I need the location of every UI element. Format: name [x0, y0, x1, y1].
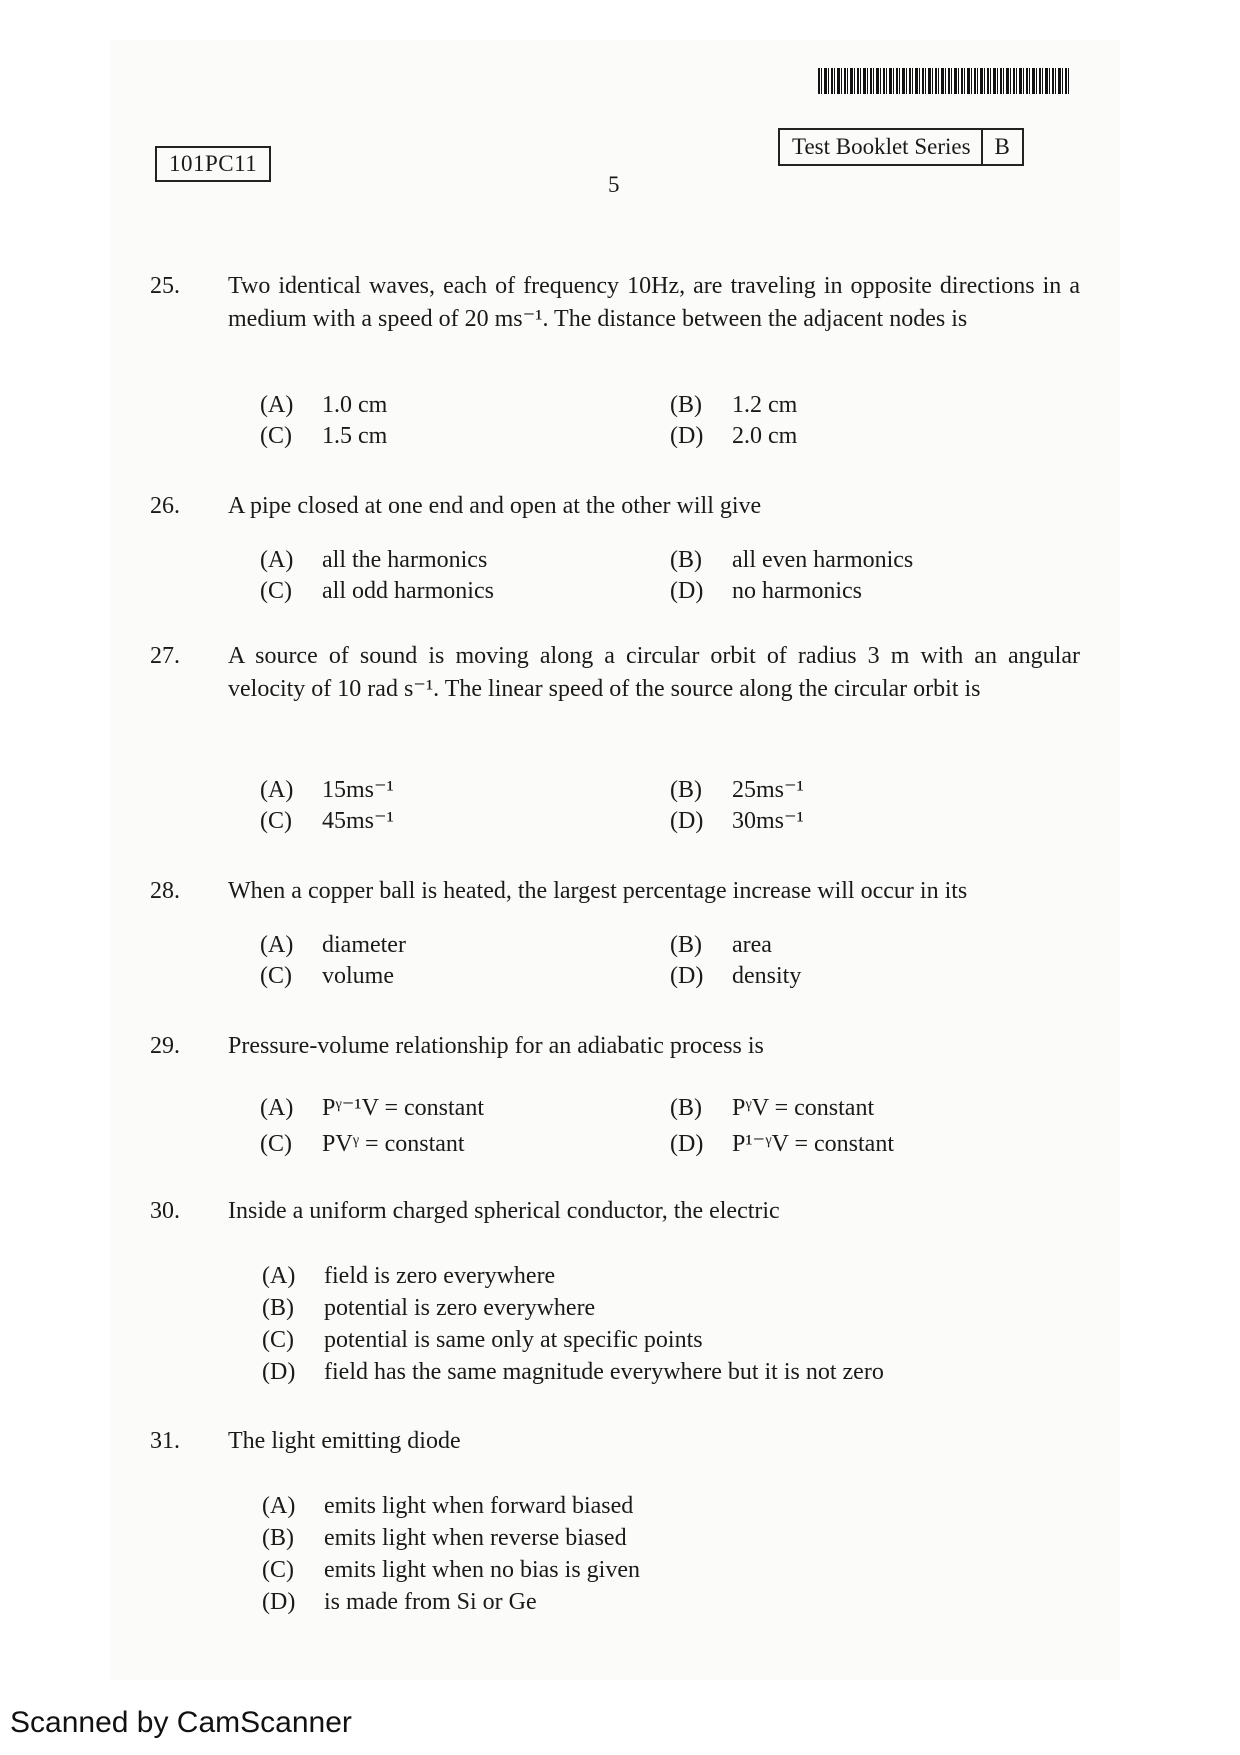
option-c: (C) PVᵞ = constant: [260, 1131, 465, 1157]
question-text: A source of sound is moving along a circular orbit of radius 3 m with an angular velocity of 10 rad s⁻¹. The linear speed of the source along the circular orbit is: [228, 643, 1080, 702]
options-27: [260, 775, 1080, 837]
test-booklet-series-box: [778, 128, 1024, 166]
option-d: (D) 30ms⁻¹: [670, 808, 804, 834]
option-c: (C) potential is same only at specific points: [262, 1327, 703, 1353]
question-text: The light emitting diode: [228, 1428, 461, 1454]
option-d: (D) P¹⁻ᵞV = constant: [670, 1131, 894, 1157]
options-29: [260, 1090, 1080, 1162]
option-c: (C) emits light when no bias is given: [262, 1557, 640, 1583]
option-a: (A) 1.0 cm: [260, 392, 388, 418]
question-25: [150, 270, 1080, 336]
option-b: (B) 1.2 cm: [670, 392, 798, 418]
series-label: Test Booklet Series: [792, 134, 971, 159]
option-b: (B) 25ms⁻¹: [670, 777, 804, 803]
option-d: (D) is made from Si or Ge: [262, 1589, 537, 1615]
option-a: (A) diameter: [260, 932, 406, 958]
option-a: (A) Pᵞ⁻¹V = constant: [260, 1095, 484, 1121]
question-number: 25.: [150, 273, 180, 299]
option-d: (D) field has the same magnitude everywhere but it is not zero: [262, 1359, 884, 1385]
option-c: (C) volume: [260, 963, 394, 989]
option-d: (D) no harmonics: [670, 578, 862, 604]
option-c: (C) all odd harmonics: [260, 578, 494, 604]
question-text: A pipe closed at one end and open at the other will give: [228, 493, 762, 519]
question-30: [150, 1195, 1080, 1228]
question-28: [150, 875, 1080, 908]
option-d: (D) density: [670, 963, 802, 989]
question-number: 27.: [150, 643, 180, 669]
scanner-watermark: Scanned by CamScanner: [10, 1706, 352, 1739]
options-31: [262, 1490, 1082, 1618]
option-d: (D) 2.0 cm: [670, 423, 798, 449]
option-c: (C) 1.5 cm: [260, 423, 388, 449]
page-number: 5: [608, 172, 620, 197]
options-25: [260, 390, 1080, 452]
question-29: [150, 1030, 1080, 1063]
option-b: (B) emits light when reverse biased: [262, 1525, 627, 1551]
series-value: B: [981, 130, 1022, 164]
paper-code-box: [155, 146, 271, 182]
question-27: [150, 640, 1080, 706]
question-31: [150, 1425, 1080, 1458]
option-b: (B) PᵞV = constant: [670, 1095, 875, 1121]
option-b: (B) area: [670, 932, 772, 958]
question-number: 31.: [150, 1428, 180, 1454]
question-text: Pressure-volume relationship for an adiabatic process is: [228, 1033, 764, 1059]
option-a: (A) 15ms⁻¹: [260, 777, 394, 803]
option-b: (B) all even harmonics: [670, 547, 914, 573]
question-number: 29.: [150, 1033, 180, 1059]
question-number: 30.: [150, 1198, 180, 1224]
option-a: (A) field is zero everywhere: [262, 1263, 556, 1289]
options-30: [262, 1260, 1082, 1388]
barcode: [818, 68, 1070, 94]
option-b: (B) potential is zero everywhere: [262, 1295, 596, 1321]
question-number: 28.: [150, 878, 180, 904]
option-a: (A) emits light when forward biased: [262, 1493, 634, 1519]
options-28: [260, 930, 1080, 992]
question-number: 26.: [150, 493, 180, 519]
option-c: (C) 45ms⁻¹: [260, 808, 394, 834]
question-text: Inside a uniform charged spherical conductor, the electric: [228, 1198, 780, 1224]
paper-code: 101PC11: [169, 151, 258, 176]
question-text: Two identical waves, each of frequency 10Hz, are traveling in opposite directions in a medium with a speed of 20 ms⁻¹. The distance between the adjacent nodes is: [228, 273, 1080, 332]
question-text: When a copper ball is heated, the largest percentage increase will occur in its: [228, 878, 968, 904]
question-26: [150, 490, 1080, 523]
option-a: (A) all the harmonics: [260, 547, 488, 573]
options-26: [260, 545, 1080, 607]
